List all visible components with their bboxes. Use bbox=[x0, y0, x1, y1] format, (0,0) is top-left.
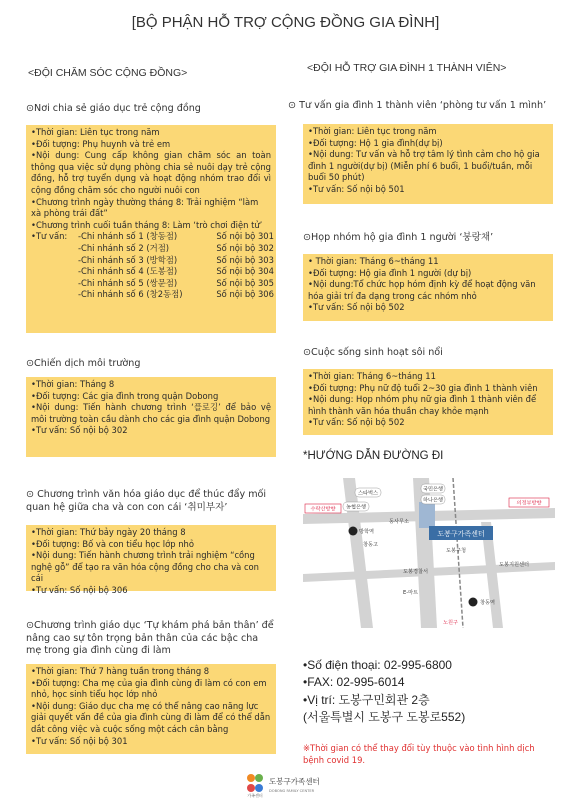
branch-label: -Chi nhánh số 6 bbox=[78, 289, 144, 300]
map-label-suraesan: 수락산방향 bbox=[310, 506, 336, 513]
page-title: [BỘ PHẬN HỖ TRỢ CỘNG ĐỒNG GIA ĐÌNH] bbox=[131, 14, 440, 31]
info-box-community-childcare bbox=[26, 125, 276, 333]
info-line: •Thời gian: Liên tục trong năm bbox=[308, 126, 437, 136]
info-line: •Đối tượng: Phụ nữ độ tuổi 2~30 gia đình 1 thành viên bbox=[308, 382, 538, 393]
info-line: • Thời gian: Tháng 6~tháng 11 bbox=[308, 256, 439, 266]
branch-row bbox=[31, 289, 274, 301]
branch-ext: Số nội bộ 304 bbox=[216, 266, 274, 277]
map-label-emart: E-마트 bbox=[403, 590, 419, 596]
road-diagonal bbox=[343, 478, 373, 628]
map-label-starbucks: 스타벅스 bbox=[357, 490, 379, 497]
logo-dot-green bbox=[255, 774, 263, 782]
location-text: •Vị trí: 도봉구민회관 2층 bbox=[303, 693, 430, 707]
info-line: •Đối tượng: Các gia đình trong quận Dobong bbox=[31, 390, 219, 401]
info-box-single-meeting bbox=[303, 254, 553, 321]
section-title-father-child-program: ⊙ Chương trình văn hóa giáo dục để thúc đẩy mối quan hệ giữa cha và con con cái ‘취미부자’ bbox=[26, 489, 267, 513]
branch-label: -Chi nhánh số 1 bbox=[78, 231, 144, 242]
info-line: •Nội dung: Họp nhóm phụ nữ gia đình 1 thành viên để hình thành văn hóa thuần chay khỏe mạnh bbox=[308, 394, 537, 416]
info-line: •Nội dung:Tổ chức họp hóm định kỳ để hoạt động văn hóa giải trí đa dạng trong các nhóm nhỏ bbox=[308, 279, 536, 301]
branch-row bbox=[31, 242, 274, 255]
branch-label: -Chi nhánh số 3 bbox=[78, 254, 144, 265]
info-line: •Tư vấn: Số nội bộ 502 bbox=[308, 302, 405, 313]
logo-text: 가족센터 bbox=[247, 793, 263, 798]
branch-label: -Chi nhánh số 4 bbox=[78, 266, 144, 277]
map-label-nongsan: 농협은행 bbox=[345, 504, 367, 511]
info-line: •Nội dung: Giáo dục cha mẹ có thể nâng cao năng lực giải quyết vấn đề của gia đình cùng đi làm để có thể dẫn dắt công việc và cuộc sống một cách cân bằng bbox=[31, 700, 271, 734]
info-line: •Nội dung: Tư vấn và hỗ trợ tâm lý tình cảm cho hộ gia đình 1 người(dự bị) (Miễn phí 6 buổi, 1 buổi/tuần, mỗi buổi 50 phút) bbox=[308, 149, 540, 183]
section-title-single-meeting: ⊙Họp nhóm hộ gia đình 1 người ‘붕랑채’ bbox=[303, 232, 494, 243]
info-line: •Chương trình ngày thường tháng 8: Trải nghiệm “làm xà phòng trái đất” bbox=[31, 196, 259, 219]
left-column-header: <ĐỘI CHĂM SÓC CỘNG ĐỒNG> bbox=[28, 67, 188, 79]
branch-row bbox=[31, 231, 274, 243]
info-box-father-child-program bbox=[26, 525, 276, 595]
directions-title: *HƯỚNG DẪN ĐƯỜNG ĐI bbox=[303, 450, 444, 462]
branch-ext: Số nội bộ 305 bbox=[216, 277, 274, 288]
branch-ext: Số nội bộ 302 bbox=[216, 242, 274, 253]
map-marker-2 bbox=[469, 598, 478, 607]
section-title-environment-campaign: ⊙Chiến dịch môi trường bbox=[26, 358, 141, 369]
branch-name: (방학점) bbox=[146, 254, 178, 265]
contact-label: •Tư vấn: bbox=[31, 231, 68, 242]
location-map bbox=[303, 478, 555, 628]
branch-name: (쌍문점) bbox=[146, 277, 178, 288]
info-line: •Đối tượng: Phụ huynh và trẻ em bbox=[31, 138, 171, 149]
info-box-environment-campaign bbox=[26, 377, 276, 457]
section-title-community-childcare: ⊙Nơi chia sẻ giáo dục trẻ cộng đồng bbox=[26, 103, 201, 114]
org-sub: DOBONG FAMILY CENTER bbox=[269, 789, 315, 793]
branch-name: (도봉점) bbox=[146, 266, 178, 277]
logo-dot-orange bbox=[247, 774, 255, 782]
info-line: •Tư vấn: Số nội bộ 501 bbox=[308, 183, 405, 194]
branch-label: -Chi nhánh số 2 bbox=[78, 242, 144, 253]
map-label-dobong-police: 도봉경찰서 bbox=[403, 569, 429, 575]
map-label-uijeongbu: 의정부방향 bbox=[516, 500, 542, 507]
info-line: •Đối tượng: Hộ 1 gia đình(dự bị) bbox=[308, 137, 443, 148]
branch-ext: Số nội bộ 306 bbox=[216, 289, 274, 300]
branch-list bbox=[31, 231, 274, 301]
info-line: •Nội dung: Tiến hành chương trình ‘플로깅’ để bảo vệ môi trường toàn cầu dành cho các gia đình quận Dobong bbox=[31, 402, 271, 424]
footer-logo bbox=[245, 770, 335, 798]
info-line: •Đối tượng: Cha mẹ của gia đình cùng đi làm có con em nhỏ, học sinh tiểu học lớp nhỏ bbox=[31, 677, 267, 700]
map-label-changdong-station: 창동역 bbox=[480, 600, 496, 606]
map-label-nowon: 노원구 bbox=[443, 620, 459, 626]
map-label-hana: 하나은행 bbox=[422, 497, 444, 504]
branch-row bbox=[31, 277, 274, 290]
map-label-bunsikdo: 동사무소 bbox=[389, 519, 410, 525]
info-line: •Đối tượng: Bố và con tiểu học lớp nhỏ bbox=[31, 538, 194, 549]
map-marker-1 bbox=[349, 527, 358, 536]
section-title-single-counseling: ⊙ Tư vấn gia đình 1 thành viên ‘phòng tư vấn 1 mình’ bbox=[288, 100, 547, 111]
info-line: •Chương trình cuối tuần tháng 8: Làm ‘trò chơi điện tử’ bbox=[31, 219, 263, 230]
info-line: •Thời gian: Tháng 6~tháng 11 bbox=[308, 371, 436, 381]
address-text: (서울특별시 도봉구 도봉로552) bbox=[303, 710, 466, 724]
phone-number: •Số điện thoại: 02-995-6800 bbox=[303, 658, 452, 672]
fax-number: •FAX: 02-995-6014 bbox=[303, 675, 405, 689]
branch-name: (창2동점) bbox=[146, 289, 183, 300]
info-line: •Tư vấn: Số nội bộ 502 bbox=[308, 417, 405, 428]
map-label-court: 도봉지원센터 bbox=[499, 562, 530, 568]
info-line: •Tư vấn: Số nội bộ 306 bbox=[31, 584, 128, 595]
logo-dot-blue bbox=[255, 784, 263, 792]
center-building-shadow bbox=[419, 502, 435, 528]
org-name: 도봉구가족센터 bbox=[269, 777, 320, 786]
branch-row bbox=[31, 254, 274, 267]
info-box-self-discovery bbox=[26, 664, 276, 754]
info-line: •Tư vấn: Số nội bộ 301 bbox=[31, 735, 128, 746]
branch-label: -Chi nhánh số 5 bbox=[78, 277, 144, 288]
branch-ext: Số nội bộ 301 bbox=[216, 231, 274, 242]
map-label-dobong-station: 방학역 bbox=[359, 529, 375, 535]
map-label-kookmin: 국민은행 bbox=[422, 486, 444, 493]
section-title-self-discovery: ⊙Chương trình giáo dục ‘Tự khám phá bản thân’ để nâng cao sự tôn trọng bản thân của các bậc cha mẹ trong gia đình cùng đi làm bbox=[26, 620, 274, 656]
right-column-header: <ĐỘI HỖ TRỢ GIA ĐÌNH 1 THÀNH VIÊN> bbox=[307, 62, 507, 74]
info-line: •Nội dung: Tiến hành chương trình trải nghiệm “cồng nghệ gỗ” để tạo ra văn hóa cộng đồng cho cha và con cái bbox=[31, 550, 259, 584]
branch-row bbox=[31, 266, 274, 278]
map-label-changdong-gogo: 창동고 bbox=[363, 542, 379, 548]
branch-ext: Số nội bộ 303 bbox=[216, 254, 274, 265]
info-line: •Thời gian: Thứ 7 hàng tuần trong tháng 8 bbox=[31, 666, 210, 676]
map-label-dobong-gucheong: 도봉구청 bbox=[446, 548, 467, 554]
covid-note: ※Thời gian có thể thay đổi tùy thuộc vào tình hình dịch bệnh covid 19. bbox=[303, 743, 535, 765]
info-line: •Tư vấn: Số nội bộ 302 bbox=[31, 425, 128, 436]
section-title-active-life: ⊙Cuộc sống sinh hoạt sôi nổi bbox=[303, 347, 443, 358]
family-center-logo-icon bbox=[245, 770, 335, 798]
branch-name: (창동점) bbox=[146, 231, 178, 242]
info-line: •Đối tượng: Hộ gia đình 1 người (dự bị) bbox=[308, 267, 472, 278]
info-box-single-counseling bbox=[303, 124, 553, 204]
map-svg bbox=[303, 478, 555, 628]
info-line: •Nội dung: Cung cấp không gian chăm sóc an toàn thông qua việc sử dụng phòng chia sẻ nuôi dạy trẻ cộng đồng, hỗ trợ tuyển dụng và hoạt động nhóm trao đổi vì cộng đồng chăm sóc cho người nuôi con bbox=[31, 150, 271, 195]
info-line: •Thời gian: Liên tục trong năm bbox=[31, 127, 160, 137]
info-box-active-life bbox=[303, 369, 553, 435]
map-label-center: 도봉구가족센터 bbox=[437, 530, 485, 538]
branch-name: (거점) bbox=[146, 242, 170, 253]
info-line: •Thời gian: Tháng 8 bbox=[31, 379, 115, 389]
logo-dot-red bbox=[247, 784, 255, 792]
info-line: •Thời gian: Thứ bảy ngày 20 tháng 8 bbox=[31, 527, 186, 537]
